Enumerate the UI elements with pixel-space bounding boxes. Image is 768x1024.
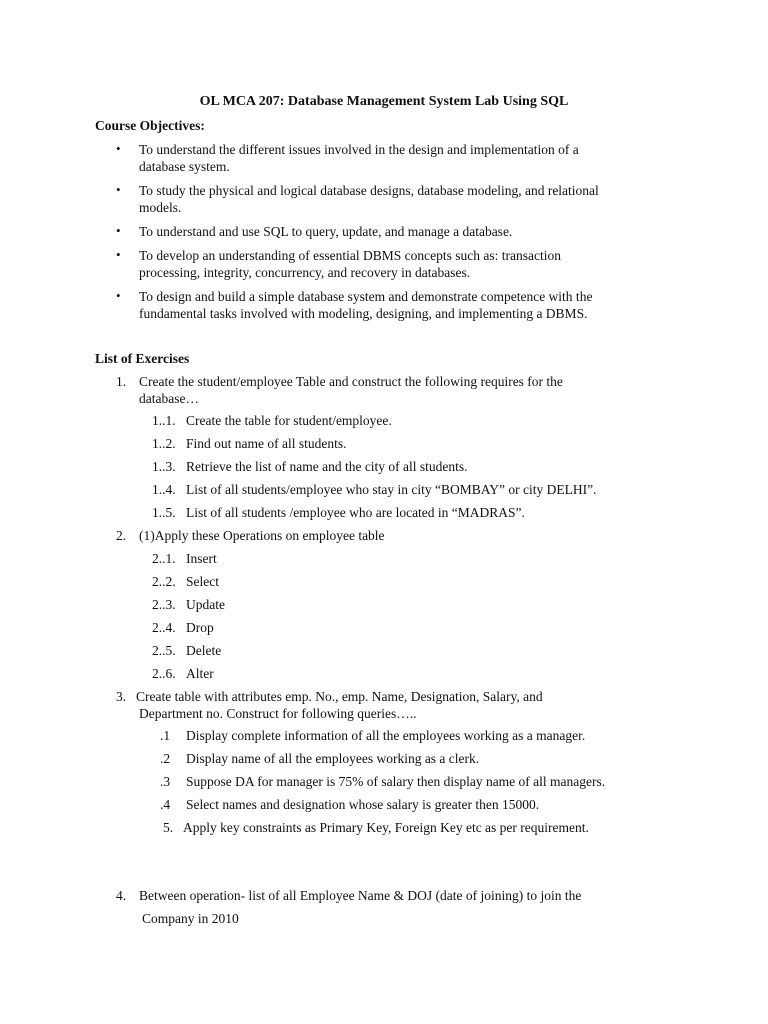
exercise-number: 1. xyxy=(116,374,127,389)
subitem-text: Alter xyxy=(186,666,214,681)
bullet-icon: • xyxy=(116,141,121,156)
subitem-text: Display name of all the employees working as a clerk. xyxy=(186,751,480,766)
objective-line: To understand and use SQL to query, update, and manage a database. xyxy=(139,224,513,239)
subitem-text: Suppose DA for manager is 75% of salary then display name of all managers. xyxy=(186,774,606,789)
subitem-number: 1..1. xyxy=(152,413,176,428)
exercise-text: (1)Apply these Operations on employee table xyxy=(139,528,385,543)
bullet-icon: • xyxy=(116,182,121,197)
exercise-number: 3. xyxy=(116,689,127,704)
subitem-number: 2..2. xyxy=(152,574,176,589)
subitem-text: Delete xyxy=(186,643,222,658)
subitem-text: Create the table for student/employee. xyxy=(186,413,392,428)
subitem-number: 5. xyxy=(163,820,174,835)
exercise-text: database… xyxy=(139,391,199,406)
subitem-text: Display complete information of all the employees working as a manager. xyxy=(186,728,586,743)
objective-line: processing, integrity, concurrency, and recovery in databases. xyxy=(139,265,471,280)
exercise-text: Create the student/employee Table and construct the following requires for the xyxy=(139,374,563,389)
exercise-number: 4. xyxy=(116,888,127,903)
subitem-text: Select names and designation whose salary is greater then 15000. xyxy=(186,797,540,812)
page-title: OL MCA 207: Database Management System Lab Using SQL xyxy=(199,94,569,109)
subitem-text: List of all students /employee who are located in “MADRAS”. xyxy=(186,505,525,520)
objective-line: To understand the different issues involved in the design and implementation of a xyxy=(139,142,579,157)
bullet-icon: • xyxy=(116,223,121,238)
subitem-text: Find out name of all students. xyxy=(186,436,347,451)
objective-line: models. xyxy=(139,200,182,215)
exercise-number: 2. xyxy=(116,528,127,543)
subitem-number: 2..6. xyxy=(152,666,176,681)
subitem-text: Retrieve the list of name and the city of all students. xyxy=(186,459,468,474)
subitem-text: Apply key constraints as Primary Key, Foreign Key etc as per requirement. xyxy=(183,820,589,835)
objective-line: fundamental tasks involved with modeling, designing, and implementing a DBMS. xyxy=(139,306,588,321)
subitem-text: List of all students/employee who stay in city “BOMBAY” or city DELHI”. xyxy=(186,482,597,497)
subitem-text: Drop xyxy=(186,620,214,635)
subitem-number: .4 xyxy=(160,797,171,812)
bullet-icon: • xyxy=(116,247,121,262)
subitem-number: .1 xyxy=(160,728,171,743)
exercises-heading: List of Exercises xyxy=(95,351,190,366)
subitem-number: 2..5. xyxy=(152,643,176,658)
bullet-icon: • xyxy=(116,288,121,303)
objective-line: To develop an understanding of essential DBMS concepts such as: transaction xyxy=(139,248,561,263)
subitem-number: .2 xyxy=(160,751,171,766)
objective-line: database system. xyxy=(139,159,230,174)
subitem-text: Select xyxy=(186,574,219,589)
subitem-number: 1..3. xyxy=(152,459,176,474)
subitem-number: 1..2. xyxy=(152,436,176,451)
exercise-text: Company in 2010 xyxy=(142,911,239,926)
subitem-text: Update xyxy=(186,597,225,612)
objective-line: To study the physical and logical database designs, database modeling, and relational xyxy=(139,183,599,198)
objectives-heading: Course Objectives: xyxy=(95,118,205,133)
subitem-number: .3 xyxy=(160,774,171,789)
subitem-text: Insert xyxy=(186,551,217,566)
subitem-number: 1..5. xyxy=(152,505,176,520)
exercise-text: Create table with attributes emp. No., emp. Name, Designation, Salary, and xyxy=(136,689,543,704)
subitem-number: 1..4. xyxy=(152,482,176,497)
subitem-number: 2..1. xyxy=(152,551,176,566)
exercise-text: Between operation- list of all Employee Name & DOJ (date of joining) to join the xyxy=(139,888,582,903)
objective-line: To design and build a simple database system and demonstrate competence with the xyxy=(139,289,593,304)
subitem-number: 2..4. xyxy=(152,620,176,635)
exercise-text: Department no. Construct for following queries….. xyxy=(139,706,417,721)
subitem-number: 2..3. xyxy=(152,597,176,612)
